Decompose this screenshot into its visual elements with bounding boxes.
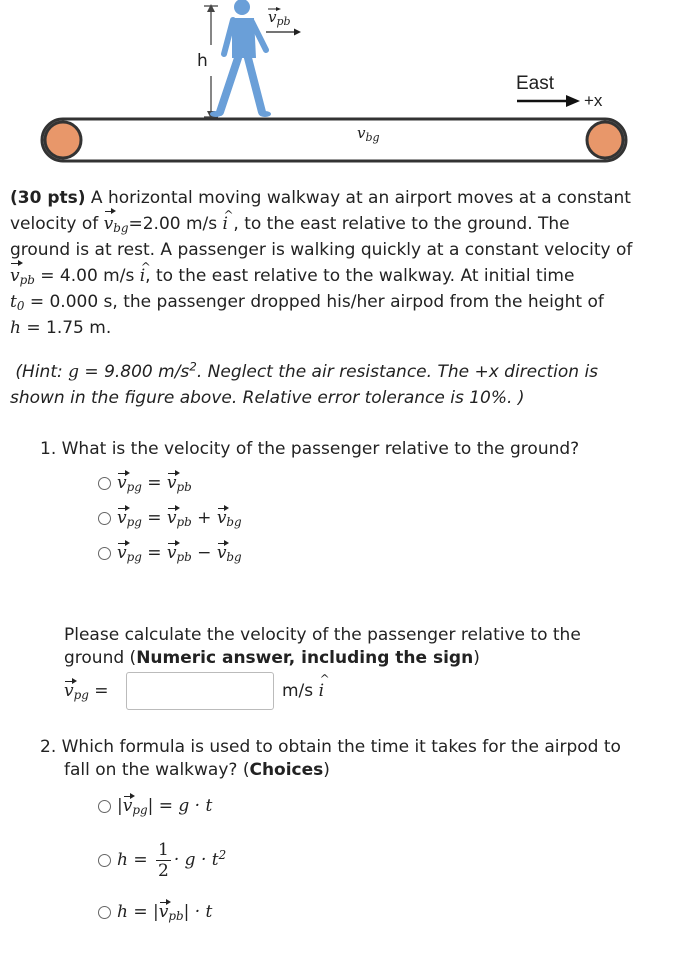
hint-line-2: shown in the figure above. Relative error tolerance is 10%. ) — [10, 388, 525, 408]
left-roller — [45, 122, 81, 158]
q2-option-2-formula: h = $\frac{1}{2}$ · g · t 2 — [117, 839, 227, 881]
q1-option-1-radio[interactable] — [98, 477, 111, 490]
q1-option-3-formula: $v_{pg} = v_{pb} - v_{bg}$ — [117, 543, 242, 564]
figure-svg — [0, 0, 691, 175]
q2-options — [98, 792, 226, 926]
q2-option-3-radio[interactable] — [98, 906, 111, 919]
walkway-belt — [42, 119, 626, 161]
q2-option-3[interactable] — [98, 898, 226, 926]
q2-prompt — [40, 736, 685, 782]
q1-option-2[interactable] — [98, 505, 242, 531]
hint-line-1: (Hint: g = 9.800 $m/s^2$. Neglect the air resistance. The +x direction is — [15, 359, 599, 382]
q2-prompt-line-2: fall on the walkway? (Choices) — [64, 760, 330, 780]
q1-calc-instructions — [64, 624, 684, 670]
problem-line-1: (30 pts) A horizontal moving walkway at an airport moves at a constant — [10, 188, 631, 208]
q1-option-1-formula: $v_{pg} = v_{pb}$ — [117, 473, 192, 494]
east-arrow — [517, 95, 580, 107]
problem-line-3: ground is at rest. A passenger is walking quickly at a constant velocity of — [10, 240, 633, 260]
q1-answer-unit: m/s i ^ — [282, 681, 324, 701]
vbg-label: $v_{bg}$ — [357, 124, 380, 144]
q1-options — [98, 470, 242, 566]
problem-line-4: $v_{pb} = 4.00$ m/s i ^, to the east relative to the walkway. At initial time — [10, 263, 685, 289]
vpb-label: $v_{pb}$ — [268, 8, 291, 28]
q2-option-1-formula: $|v_{pg}| = g \cdot t$ — [117, 796, 213, 817]
problem-line-5: $t_0 = 0.000$ s, the passenger dropped his/her airpod from the height of — [10, 292, 604, 313]
q1-option-3[interactable] — [98, 540, 242, 566]
q1-answer-input[interactable] — [126, 672, 274, 710]
q1-answer-label: $v_{pg}$ = — [64, 681, 109, 702]
q2-option-2-radio[interactable] — [98, 854, 111, 867]
height-label: h — [197, 51, 208, 71]
problem-statement — [10, 185, 685, 341]
east-label: East — [516, 73, 555, 94]
q1-calc-line-2: ground (Numeric answer, including the sign) — [64, 648, 480, 668]
q2-option-2[interactable] — [98, 832, 226, 888]
figure — [0, 0, 691, 175]
q1-answer-row — [64, 671, 324, 711]
q2-option-1[interactable] — [98, 792, 226, 820]
q1-option-3-radio[interactable] — [98, 547, 111, 560]
hint — [10, 359, 685, 411]
q2-option-1-radio[interactable] — [98, 800, 111, 813]
right-roller — [587, 122, 623, 158]
q1-option-1[interactable] — [98, 470, 242, 496]
q1-option-2-formula: $v_{pg} = v_{pb} + v_{bg}$ — [117, 508, 242, 529]
person-icon — [210, 0, 271, 117]
q2-option-3-formula: $h = |v_{pb}| \cdot t$ — [117, 902, 213, 923]
one-half-fraction: $\frac{1}{2}$ — [158, 839, 169, 881]
q1-option-2-radio[interactable] — [98, 512, 111, 525]
x-direction-label: +x — [584, 91, 603, 110]
q1-calc-line-1: Please calculate the velocity of the passenger relative to the — [64, 625, 581, 645]
q1-prompt: 1. What is the velocity of the passenger relative to the ground? — [40, 439, 580, 459]
problem-line-2: velocity of $v_{bg}=2.00$ m/s i ^ , to the east relative to the ground. The — [10, 211, 685, 237]
problem-line-6: h = 1.75 m. — [10, 318, 112, 338]
q2-prompt-line-1: 2. Which formula is used to obtain the time it takes for the airpod to — [40, 737, 621, 757]
